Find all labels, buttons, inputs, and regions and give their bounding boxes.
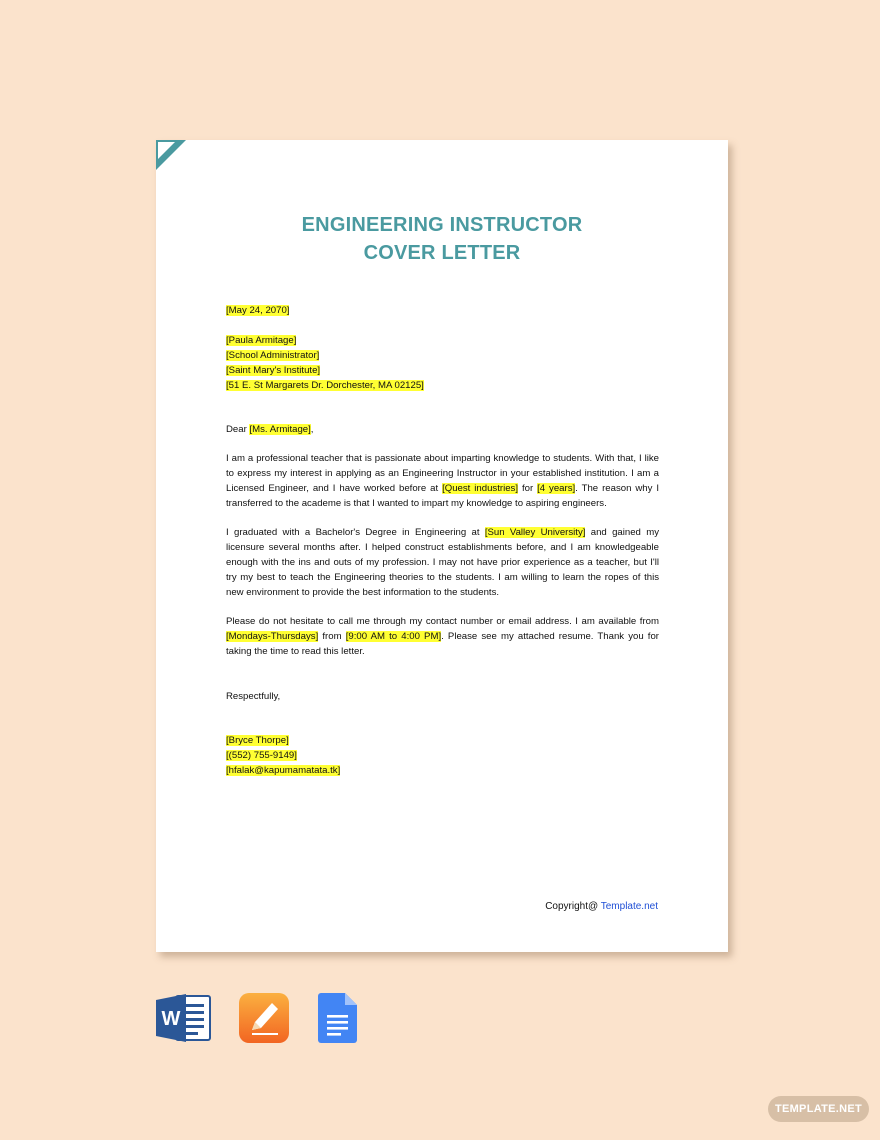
copyright-link[interactable]: Template.net xyxy=(600,901,658,912)
sender-name: [Bryce Thorpe] xyxy=(226,735,289,746)
recipient-name: [Paula Armitage] xyxy=(226,335,297,346)
copyright xyxy=(545,901,658,912)
recipient-title: [School Administrator] xyxy=(226,350,320,361)
university: [Sun Valley University] xyxy=(484,527,586,538)
closing xyxy=(226,689,659,704)
date: [May 24, 2070] xyxy=(226,305,290,316)
sender-phone: [(552) 755-9149] xyxy=(226,750,297,761)
paragraph-2-text-2: and gained my licensure several months after. I helped construct establishments before, and I am knowledgeable enough with the ins and outs of my profession. I may not have prior experience as a teacher, but I'll try my best to teach the Engineering theories to the students. I am willing to learn the ropes of this new environment to provide the best information to the students. xyxy=(226,527,659,598)
google-docs-icon[interactable] xyxy=(318,992,358,1044)
paragraph-3-text-2: from xyxy=(318,631,346,642)
paragraph-3-text-3: . Please see my attached resume. Thank you for taking the time to read this letter. xyxy=(226,631,659,657)
salutation-name: [Ms. Armitage] xyxy=(249,424,311,435)
paragraph-2-text: I graduated with a Bachelor's Degree in Engineering at xyxy=(226,527,485,538)
paragraph-1-text-2: for xyxy=(518,483,538,494)
available-days: [Mondays-Thursdays] xyxy=(226,631,319,642)
svg-text:W: W xyxy=(161,1008,181,1030)
recipient-block xyxy=(226,333,659,393)
signature-block xyxy=(226,733,659,778)
title-line-1: ENGINEERING INSTRUCTOR xyxy=(301,214,583,236)
salutation xyxy=(226,422,659,437)
document-page xyxy=(156,140,728,952)
date-block xyxy=(226,303,659,318)
paragraph-3-text: Please do not hesitate to call me through my contact number or email address. I am available from xyxy=(226,616,659,627)
recipient-address: [51 E. St Margarets Dr. Dorchester, MA 02125] xyxy=(226,380,424,391)
paragraph-1-text-3: . The reason why I transferred to the academe is that I wanted to impart my knowledge to aspiring engineers. xyxy=(226,483,660,509)
sender-email: [hfalak@kapumamatata.tk] xyxy=(226,765,341,776)
title-line-2: COVER LETTER xyxy=(363,242,521,264)
word-icon[interactable] xyxy=(156,992,212,1044)
corner-fold xyxy=(158,142,175,159)
closing-text: Respectfully, xyxy=(226,691,281,702)
salutation-prefix: Dear xyxy=(226,424,250,435)
previous-company: [Quest industries] xyxy=(442,483,519,494)
salutation-suffix: , xyxy=(310,424,314,435)
watermark-badge: TEMPLATE.NET xyxy=(768,1096,869,1122)
paragraph-1 xyxy=(226,451,659,511)
pages-icon[interactable] xyxy=(238,992,290,1044)
paragraph-2 xyxy=(226,525,659,600)
paragraph-3 xyxy=(226,614,659,659)
document-title xyxy=(156,211,728,267)
recipient-organization: [Saint Mary's Institute] xyxy=(226,365,321,376)
experience-duration: [4 years] xyxy=(537,483,576,494)
copyright-prefix: Copyright@ xyxy=(545,901,601,912)
available-hours: [9:00 AM to 4:00 PM] xyxy=(345,631,442,642)
paragraph-1-text: I am a professional teacher that is passionate about imparting knowledge to students. With that, I like to express my interest in applying as an Engineering Instructor in your established institution. I am a Licensed Engineer, and I have worked before at xyxy=(226,453,659,494)
